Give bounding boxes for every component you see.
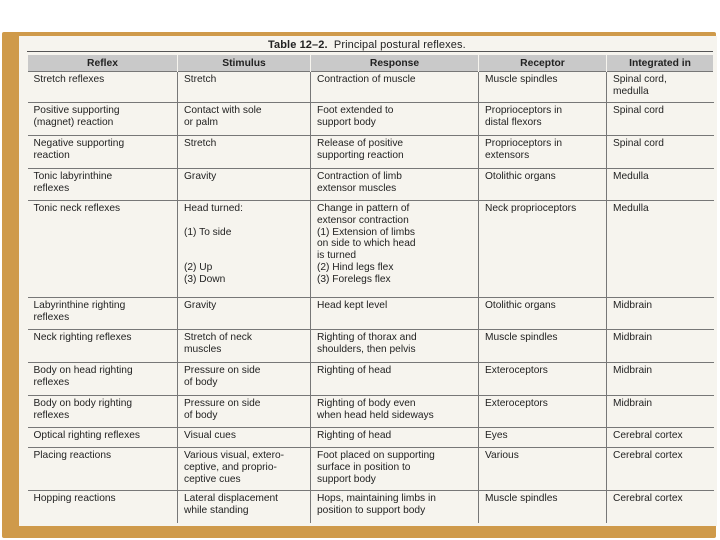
- cell-receptor: Otolithic organs: [479, 298, 607, 330]
- cell-stimulus: Lateral displacement while standing: [178, 491, 311, 523]
- cell-receptor: Various: [479, 448, 607, 491]
- cell-response: Contraction of muscle: [311, 72, 479, 103]
- cell-stimulus: Gravity: [178, 298, 311, 330]
- cell-reflex: Positive supporting (magnet) reaction: [28, 103, 178, 136]
- cell-integrated: Cerebral cortex: [607, 448, 714, 491]
- table-number: Table 12–2.: [268, 39, 328, 51]
- header-stimulus: Stimulus: [178, 55, 311, 72]
- cell-stimulus: Pressure on side of body: [178, 363, 311, 396]
- cell-integrated: Spinal cord, medulla: [607, 72, 714, 103]
- table-row: [28, 169, 714, 201]
- cell-response: Head kept level: [311, 298, 479, 330]
- cell-stimulus: Stretch: [178, 72, 311, 103]
- header-receptor: Receptor: [479, 55, 607, 72]
- table-row: [28, 363, 714, 396]
- cell-stimulus: Stretch: [178, 136, 311, 169]
- cell-stimulus: Visual cues: [178, 428, 311, 448]
- cell-stimulus: Various visual, extero- ceptive, and proprio- ceptive cues: [178, 448, 311, 491]
- table-caption: Principal postural reflexes.: [333, 39, 466, 51]
- title-rule: [27, 51, 713, 52]
- cell-reflex: Tonic labyrinthine reflexes: [28, 169, 178, 201]
- table-row: [28, 103, 714, 136]
- cell-receptor: Muscle spindles: [479, 330, 607, 363]
- cell-stimulus: Stretch of neck muscles: [178, 330, 311, 363]
- table-row: [28, 136, 714, 169]
- cell-integrated: Cerebral cortex: [607, 428, 714, 448]
- cell-response: Contraction of limb extensor muscles: [311, 169, 479, 201]
- cell-integrated: Midbrain: [607, 298, 714, 330]
- table-row: [28, 298, 714, 330]
- cell-integrated: Midbrain: [607, 363, 714, 396]
- cell-receptor: Eyes: [479, 428, 607, 448]
- cell-reflex: Labyrinthine righting reflexes: [28, 298, 178, 330]
- cell-stimulus: Head turned: (1) To side (2) Up (3) Down: [178, 201, 311, 298]
- cell-integrated: Medulla: [607, 169, 714, 201]
- cell-response: Change in pattern of extensor contraction (1) Extension of limbs on side to which head is turned (2) Hind legs flex (3) Forelegs flex: [311, 201, 479, 298]
- header-response: Response: [311, 55, 479, 72]
- cell-stimulus: Gravity: [178, 169, 311, 201]
- cell-response: Righting of body even when head held sideways: [311, 396, 479, 428]
- table-title: [268, 39, 466, 51]
- cell-response: Foot extended to support body: [311, 103, 479, 136]
- table-row: [28, 491, 714, 523]
- cell-integrated: Midbrain: [607, 330, 714, 363]
- cell-receptor: Muscle spindles: [479, 72, 607, 103]
- cell-reflex: Negative supporting reaction: [28, 136, 178, 169]
- cell-receptor: Neck proprioceptors: [479, 201, 607, 298]
- cell-receptor: Otolithic organs: [479, 169, 607, 201]
- cell-receptor: Muscle spindles: [479, 491, 607, 523]
- cell-response: Righting of thorax and shoulders, then pelvis: [311, 330, 479, 363]
- table-row: [28, 330, 714, 363]
- postural-reflexes-table: [27, 55, 714, 523]
- header-reflex: Reflex: [28, 55, 178, 72]
- cell-reflex: Optical righting reflexes: [28, 428, 178, 448]
- table-row: [28, 201, 714, 298]
- cell-reflex: Hopping reactions: [28, 491, 178, 523]
- cell-response: Righting of head: [311, 363, 479, 396]
- cell-integrated: Spinal cord: [607, 103, 714, 136]
- header-row: [28, 55, 714, 72]
- cell-integrated: Medulla: [607, 201, 714, 298]
- cell-response: Righting of head: [311, 428, 479, 448]
- cell-response: Foot placed on supporting surface in position to support body: [311, 448, 479, 491]
- cell-stimulus: Contact with sole or palm: [178, 103, 311, 136]
- cell-reflex: Placing reactions: [28, 448, 178, 491]
- cell-reflex: Stretch reflexes: [28, 72, 178, 103]
- cell-integrated: Midbrain: [607, 396, 714, 428]
- cell-reflex: Body on head righting reflexes: [28, 363, 178, 396]
- cell-receptor: Proprioceptors in distal flexors: [479, 103, 607, 136]
- header-integrated-in: Integrated in: [607, 55, 714, 72]
- cell-integrated: Cerebral cortex: [607, 491, 714, 523]
- table-row: [28, 448, 714, 491]
- cell-response: Hops, maintaining limbs in position to support body: [311, 491, 479, 523]
- top-margin: [0, 0, 720, 34]
- cell-integrated: Spinal cord: [607, 136, 714, 169]
- cell-reflex: Body on body righting reflexes: [28, 396, 178, 428]
- table-row: [28, 428, 714, 448]
- cell-receptor: Proprioceptors in extensors: [479, 136, 607, 169]
- cell-receptor: Exteroceptors: [479, 396, 607, 428]
- table-row: [28, 396, 714, 428]
- cell-stimulus: Pressure on side of body: [178, 396, 311, 428]
- cell-reflex: Tonic neck reflexes: [28, 201, 178, 298]
- cell-receptor: Exteroceptors: [479, 363, 607, 396]
- cell-reflex: Neck righting reflexes: [28, 330, 178, 363]
- cell-response: Release of positive supporting reaction: [311, 136, 479, 169]
- table-row: [28, 72, 714, 103]
